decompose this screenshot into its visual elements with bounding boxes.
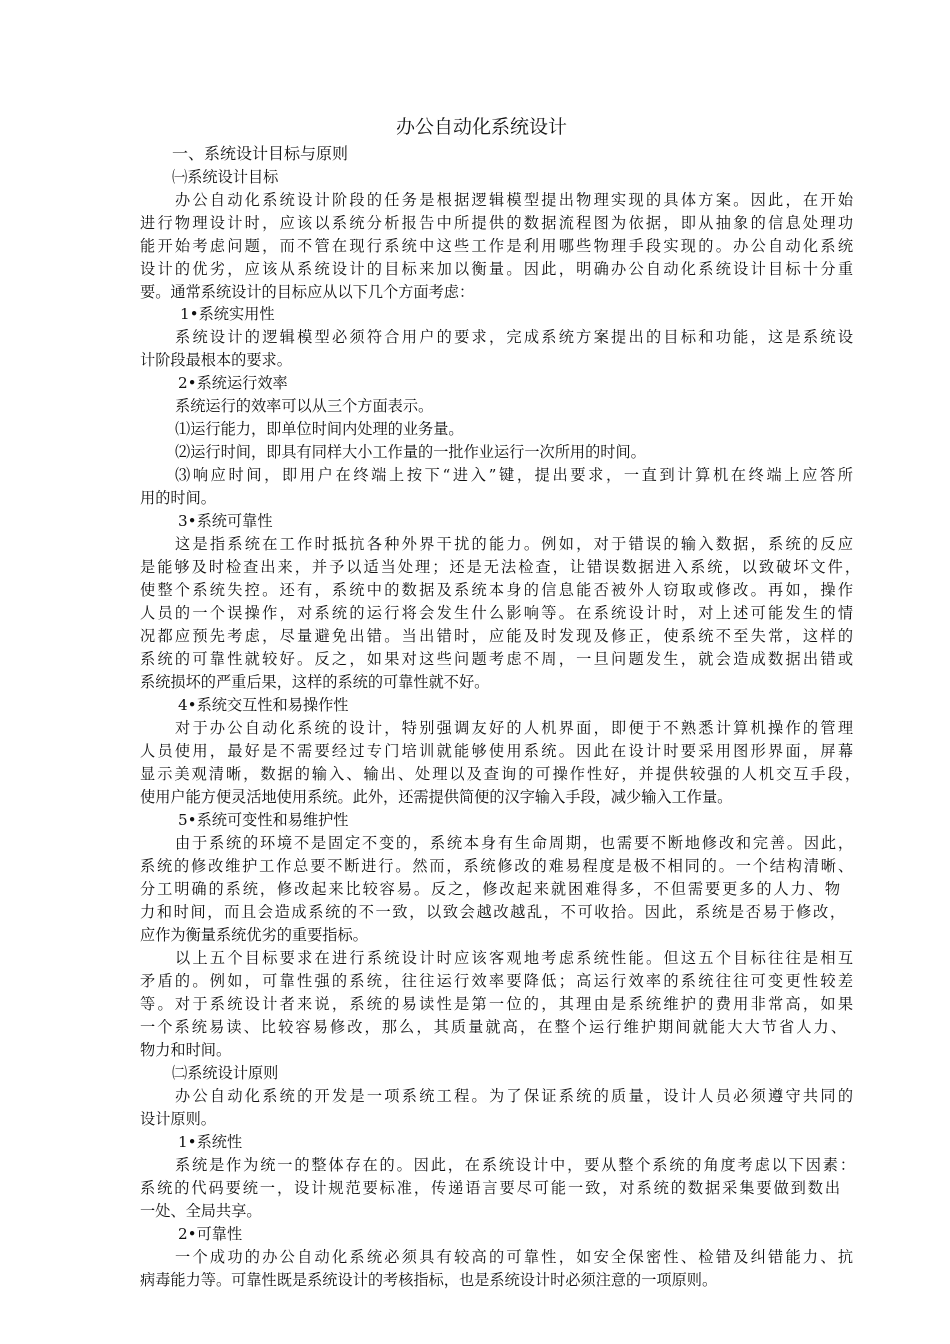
subsection-heading-principles: ㈡系统设计原则	[172, 1064, 279, 1082]
paragraph-line: 系统的修改维护工作总要不断进行。然而，系统修改的难易程度是极不相同的。一个结构清晰、	[140, 857, 853, 875]
list-item: ⑴运行能力，即单位时间内处理的业务量。	[175, 420, 464, 438]
paragraph-line: 进行物理设计时，应该以系统分析报告中所提供的数据流程图为依据，即从抽象的信息处理功	[140, 214, 853, 232]
subsection-heading-goals: ㈠系统设计目标	[172, 168, 279, 186]
paragraph-line: 办公自动化系统的开发是一项系统工程。为了保证系统的质量，设计人员必须遵守共同的	[175, 1087, 853, 1105]
paragraph-line: 系统的代码要统一，设计规范要标准，传递语言要尽可能一致，对系统的数据采集要做到数出	[140, 1179, 840, 1197]
paragraph-line: 系统损坏的严重后果，这样的系统的可靠性就不好。	[140, 673, 490, 691]
paragraph-line: 能开始考虑问题，而不管在现行系统中这些工作是利用哪些物理手段实现的。办公自动化系统	[140, 237, 853, 255]
item-heading-reliability-principle: 2•可靠性	[178, 1225, 243, 1243]
paragraph-line: 一个系统易读、比较容易修改，那么，其质量就高，在整个运行维护期间就能大大节省人力、	[140, 1018, 846, 1036]
section-heading-1: 一、系统设计目标与原则	[172, 144, 349, 163]
item-heading-maintainability: 5•系统可变性和易维护性	[178, 811, 349, 829]
paragraph-line: 况都应预先考虑，尽量避免出错。当出错时，应能及时发现及修正，使系统不至失常，这样的	[140, 627, 853, 645]
item-heading-interactivity: 4•系统交互性和易操作性	[178, 696, 349, 714]
paragraph-line: 计阶段最根本的要求。	[140, 351, 292, 369]
item-heading-practicality: 1•系统实用性	[180, 305, 275, 323]
paragraph-line: 对于办公自动化系统的设计，特别强调友好的人机界面，即便于不熟悉计算机操作的管理	[175, 719, 853, 737]
list-item: 用的时间。	[140, 489, 216, 507]
paragraph-line: 物力和时间。	[140, 1041, 232, 1059]
item-heading-systematic: 1•系统性	[178, 1133, 243, 1151]
paragraph-line: 使用户能方便灵活地使用系统。此外，还需提供简便的汉字输入手段，减少输入工作量。	[140, 788, 733, 806]
paragraph-line: 要。通常系统设计的目标应从以下几个方面考虑：	[140, 283, 475, 301]
paragraph-line: 使整个系统失控。还有，系统中的数据及系统本身的信息能否被外人窃取或修改。再如，操作	[140, 581, 853, 599]
paragraph-line: 系统运行的效率可以从三个方面表示。	[175, 397, 434, 415]
paragraph-line: 一处、全局共享。	[140, 1202, 262, 1220]
paragraph-line: 分工明确的系统，修改起来比较容易。反之，修改起来就困难得多，不但需要更多的人力、物	[140, 880, 840, 898]
paragraph-line: 等。对于系统设计者来说，系统的易读性是第一位的，其理由是系统维护的费用非常高，如果	[140, 995, 853, 1013]
paragraph-line: 人员使用，最好是不需要经过专门培训就能够使用系统。因此在设计时要采用图形界面，屏幕	[140, 742, 853, 760]
paragraph-line: 这是指系统在工作时抵抗各种外界干扰的能力。例如，对于错误的输入数据，系统的反应	[175, 535, 853, 553]
paragraph-line: 是能够及时检查出来，并予以适当处理；还是无法检查，让错误数据进入系统，以致破坏文件，	[140, 558, 860, 576]
item-heading-reliability: 3•系统可靠性	[178, 512, 273, 530]
list-item: ⑶响应时间，即用户在终端上按下“进入”键，提出要求，一直到计算机在终端上应答所	[175, 466, 853, 484]
paragraph-line: 办公自动化系统设计阶段的任务是根据逻辑模型提出物理实现的具体方案。因此，在开始	[175, 191, 853, 209]
paragraph-line: 系统的可靠性就较好。反之，如果对这些问题考虑不周，一旦问题发生，就会造成数据出错或	[140, 650, 853, 668]
paragraph-line: 系统设计的逻辑模型必须符合用户的要求，完成系统方案提出的目标和功能，这是系统设	[175, 328, 853, 346]
paragraph-line: 显示美观清晰，数据的输入、输出、处理以及查询的可操作性好，并提供较强的人机交互手段，	[140, 765, 860, 783]
paragraph-line: 病毒能力等。可靠性既是系统设计的考核指标，也是系统设计时必须注意的一项原则。	[140, 1271, 718, 1289]
paragraph-line: 由于系统的环境不是固定不变的，系统本身有生命周期，也需要不断地修改和完善。因此，	[175, 834, 853, 852]
item-heading-efficiency: 2•系统运行效率	[178, 374, 288, 392]
paragraph-line: 人员的一个误操作，对系统的运行将会发生什么影响等。在系统设计时，对上述可能发生的情	[140, 604, 853, 622]
paragraph-line: 系统是作为统一的整体存在的。因此，在系统设计中，要从整个系统的角度考虑以下因素：	[175, 1156, 855, 1174]
paragraph-line: 设计原则。	[140, 1110, 216, 1128]
paragraph-line: 应作为衡量系统优劣的重要指标。	[140, 926, 368, 944]
paragraph-line: 设计的优劣，应该从系统设计的目标来加以衡量。因此，明确办公自动化系统设计目标十分重	[140, 260, 853, 278]
paragraph-line: 力和时间，而且会造成系统的不一致，以致会越改越乱，不可收拾。因此，系统是否易于修改，	[140, 903, 845, 921]
paragraph-line: 以上五个目标要求在进行系统设计时应该客观地考虑系统性能。但这五个目标往往是相互	[175, 949, 853, 967]
document-title: 办公自动化系统设计	[396, 116, 568, 138]
paragraph-line: 矛盾的。例如，可靠性强的系统，往往运行效率要降低；高运行效率的系统往往可变更性较差	[140, 972, 853, 990]
paragraph-line: 一个成功的办公自动化系统必须具有较高的可靠性，如安全保密性、检错及纠错能力、抗	[175, 1248, 853, 1266]
list-item: ⑵运行时间，即具有同样大小工作量的一批作业运行一次所用的时间。	[175, 443, 646, 461]
